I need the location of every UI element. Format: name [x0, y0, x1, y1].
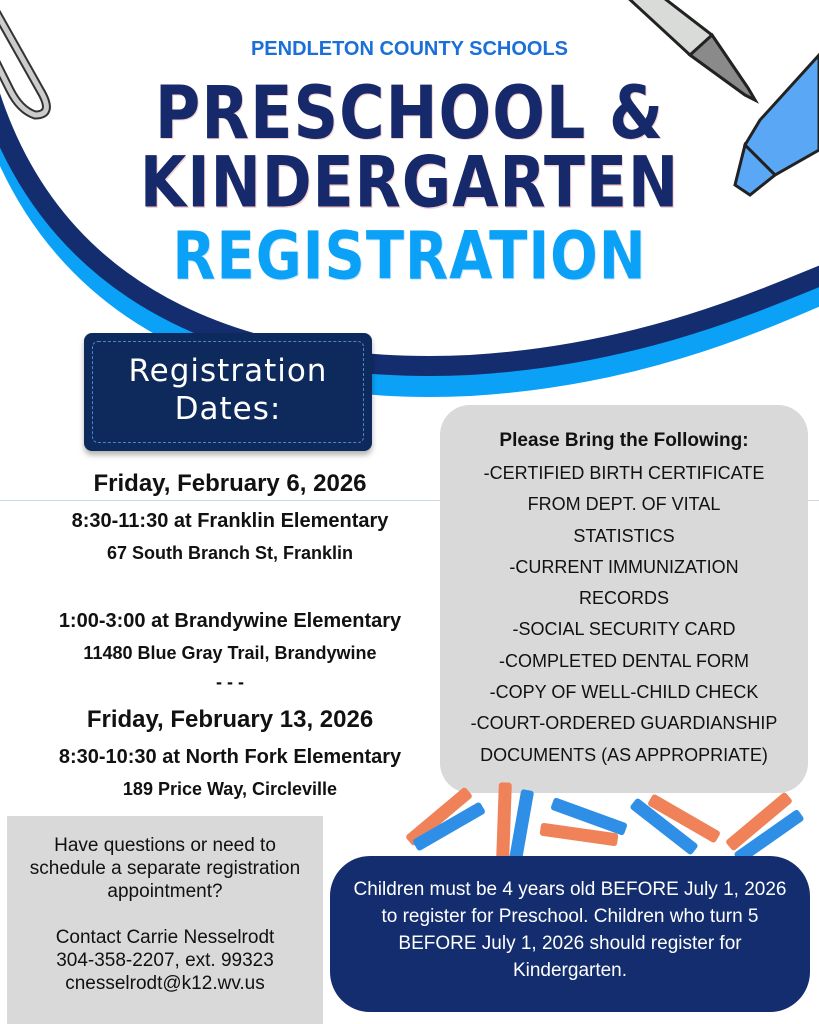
registration-dates-badge	[84, 333, 372, 451]
organization-name: PENDLETON COUNTY SCHOOLS	[250, 38, 569, 60]
title-line-2: KINDERGARTEN	[139, 141, 680, 225]
contact-phone[interactable]: 304-358-2207, ext. 99323	[56, 950, 274, 971]
bring-item: -CURRENT IMMUNIZATION	[509, 556, 739, 577]
session-date: Friday, February 6, 2026	[93, 470, 367, 497]
bring-item: FROM DEPT. OF VITAL	[527, 494, 721, 515]
session-address: 189 Price Way, Circleville	[122, 779, 338, 799]
session-date: Friday, February 13, 2026	[86, 706, 374, 733]
bring-item: STATISTICS	[573, 525, 675, 546]
bring-list-box	[440, 405, 808, 793]
bring-item: DOCUMENTS (AS APPROPRIATE)	[480, 744, 768, 765]
title-line-1: PRESCHOOL &	[154, 69, 665, 156]
crayon-icon	[496, 782, 512, 860]
bring-item: RECORDS	[578, 588, 669, 609]
bring-item: -COPY OF WELL-CHILD CHECK	[489, 682, 759, 703]
bring-item: -CERTIFIED BIRTH CERTIFICATE	[483, 463, 765, 483]
bring-item: -COURT-ORDERED GUARDIANSHIP	[470, 713, 778, 734]
bring-title: Please Bring the Following:	[499, 430, 749, 451]
session-address: 11480 Blue Gray Trail, Brandywine	[83, 643, 377, 663]
contact-email[interactable]: cnesselrodt@k12.wv.us	[65, 973, 265, 994]
contact-name: Contact Carrie Nesselrodt	[55, 927, 275, 948]
age-requirement-note: Children must be 4 years old BEFORE July 1, 2026 to register for Preschool. Children who turn 5 BEFORE July 1, 2026 should register for Kindergarten.	[330, 856, 810, 1012]
title-line-3: REGISTRATION	[172, 218, 647, 295]
badge-line-2: Dates:	[174, 391, 282, 427]
badge-line-1: Registration	[128, 353, 328, 389]
session-address: 67 South Branch St, Franklin	[106, 543, 354, 563]
separator: - - -	[216, 672, 244, 692]
contact-question: Have questions or need to schedule a separate registration appointment?	[29, 835, 301, 902]
bring-item: -SOCIAL SECURITY CARD	[512, 619, 736, 640]
bring-item: -COMPLETED DENTAL FORM	[498, 650, 749, 671]
session-time: 1:00-3:00 at Brandywine Elementary	[58, 610, 402, 632]
contact-box	[7, 816, 323, 1024]
session-time: 8:30-11:30 at Franklin Elementary	[71, 510, 389, 532]
session-time: 8:30-10:30 at North Fork Elementary	[58, 746, 402, 768]
